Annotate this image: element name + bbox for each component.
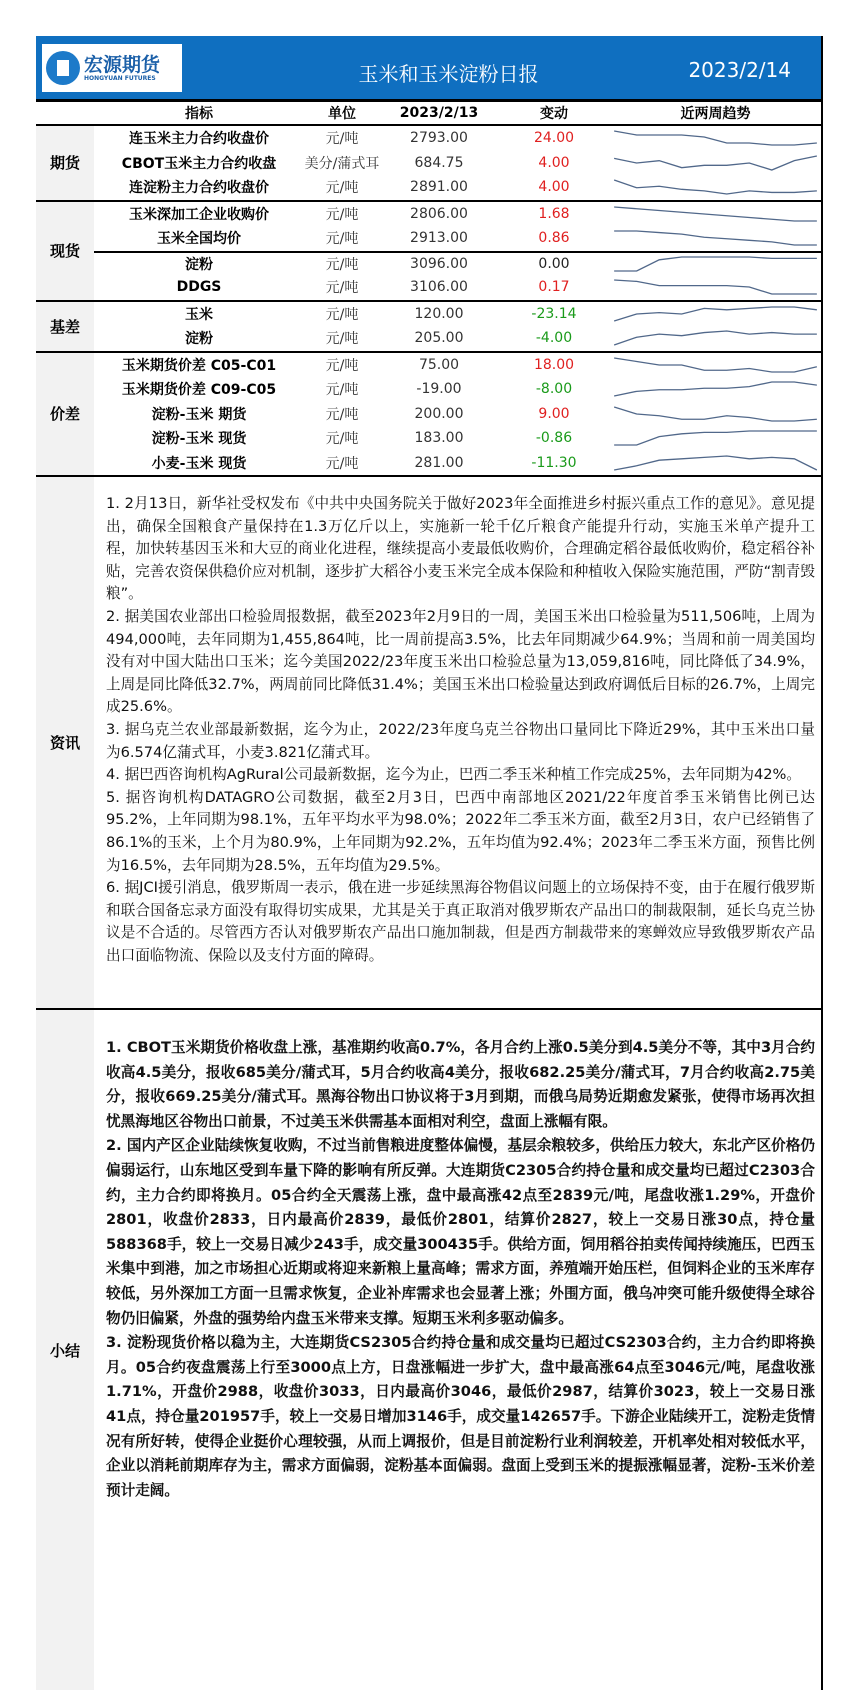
trend-sparkline [610, 403, 821, 425]
indicator-name: 玉米期货价差 C05-C01 [121, 357, 277, 374]
table-group [36, 302, 821, 353]
summary-label: 小结 [36, 1010, 94, 1690]
indicator-name: 玉米深加工企业收购价 [129, 206, 269, 223]
change: -23.14 [531, 305, 577, 322]
value: 2913.00 [410, 230, 468, 247]
sparkline-path [614, 131, 817, 145]
unit: 美分/蒲式耳 [304, 155, 380, 172]
daily-report-sheet [36, 36, 823, 1690]
value: 200.00 [414, 405, 464, 422]
group-label: 现货 [36, 202, 94, 300]
change: 9.00 [538, 405, 570, 422]
logo-name-en: HONGYUAN FUTURES [84, 74, 156, 82]
report-header [36, 36, 821, 102]
indicator-name: 连玉米主力合约收盘价 [129, 131, 269, 148]
unit: 元/吨 [325, 357, 359, 374]
unit: 元/吨 [325, 231, 359, 248]
group-label: 价差 [36, 353, 94, 476]
indicator-name: 连淀粉主力合约收盘价 [129, 180, 269, 197]
sparkline-path [614, 456, 817, 470]
news-text [94, 477, 821, 1008]
change: 0.00 [538, 255, 570, 272]
group-label: 基差 [36, 302, 94, 351]
news-label: 资讯 [36, 477, 94, 1008]
unit: 元/吨 [325, 180, 359, 197]
value: 3106.00 [410, 279, 468, 296]
news-item: 5. 据咨询机构DATAGRO公司数据，截至2月3日，巴西中南部地区2021/22年度首季玉米销售比例已达95.2%，上年同期为98.1%，五年平均水平为98.0%；2022年二季玉米方面，截至2月3日，农户已经销售了86.1%的玉米，上个月为80.9%，上年同期为92.2%，五年均值为92.4%；2023年二季玉米方面，预售比例为16.5%，去年同期为28.5%，五年均值为29.5%。 [106, 788, 815, 874]
table-group [36, 202, 821, 302]
sparkline-path [614, 358, 817, 372]
indicator-name: DDGS [176, 279, 222, 296]
value: 2806.00 [410, 205, 468, 222]
summary-item: 1. CBOT玉米期货价格收盘上涨，基准期约收高0.7%，各月合约上涨0.5美分到4.5美分不等，其中3月合约收高4.5美分，报收685美分/蒲式耳，5月合约收高4美分，报收682.25美分/蒲式耳，7月合约收高2.75美分，报收669.25美分/蒲式耳。黑海谷物出口协议将于3月到期，而俄乌局势近期愈发紧张，使得市场再次担忧黑海地区谷物出口前景，不过美玉米供需基本面相对利空，盘面上涨幅有限。 [106, 1039, 815, 1130]
indicator-name: 淀粉-玉米 期货 [151, 406, 247, 423]
table-row [94, 353, 821, 378]
news-item: 6. 据JCI援引消息，俄罗斯周一表示，俄在进一步延续黑海谷物倡议问题上的立场保持不变，由于在履行俄罗斯和联合国备忘录方面没有取得切实成果，尤其是关于真正取消对俄罗斯农产品出口的制裁限制，延长乌克兰协议是不合适的。尽管西方否认对俄罗斯农产品出口施加制裁，但是西方制裁带来的寒蝉效应导致俄罗斯农产品出口面临物流、保险以及支付方面的障碍。 [106, 879, 815, 964]
change: -4.00 [535, 330, 573, 347]
unit: 元/吨 [325, 280, 359, 297]
summary-text [94, 1010, 821, 1690]
change: 24.00 [533, 130, 575, 147]
table-row [94, 451, 821, 476]
indicator-name: 玉米全国均价 [157, 231, 241, 248]
trend-sparkline [610, 327, 821, 349]
sparkline-path [614, 257, 817, 271]
value: 75.00 [418, 356, 460, 373]
sparkline-path [614, 431, 817, 445]
change: 1.68 [538, 205, 570, 222]
unit: 元/吨 [325, 406, 359, 423]
unit: 元/吨 [325, 382, 359, 399]
trend-sparkline [610, 354, 821, 376]
change: 0.17 [538, 279, 570, 296]
trend-sparkline [610, 253, 821, 275]
table-row [94, 226, 821, 251]
summary-item: 3. 淀粉现货价格以稳为主，大连期货CS2305合约持仓量和成交量均已超过CS2303合约，主力合约即将换月。05合约夜盘震荡上行至3000点上方，日盘涨幅进一步扩大，盘中最高涨64点至3046元/吨，尾盘收涨1.71%，开盘价2988，收盘价3033，日内最高价3046，最低价2987，结算价3023，较上一交易日涨41点，持仓量201957手，较上一交易日增加3146手，成交量142657手。下游企业陆续开工，淀粉走货情况有所好转，使得企业挺价心理较强，从而上调报价，但是目前淀粉行业利润较差，开机率处相对较低水平，企业以消耗前期库存为主，需求方面偏弱，淀粉基本面偏弱。盘面上受到玉米的提振涨幅显著，淀粉-玉米价差预计走阔。 [106, 1334, 815, 1499]
indicator-name: CBOT玉米主力合约收盘 [121, 155, 277, 172]
sparkline-path [614, 407, 817, 421]
value: 684.75 [414, 154, 464, 171]
news-item: 3. 据乌克兰农业部最新数据，迄今为止，2022/23年度乌克兰谷物出口量同比下降近29%，其中玉米出口量为6.574亿蒲式耳，小麦3.821亿蒲式耳。 [106, 720, 815, 761]
trend-sparkline [610, 452, 821, 474]
table-group [36, 353, 821, 478]
table-row [94, 202, 821, 227]
table-row [94, 426, 821, 451]
table-row [94, 326, 821, 351]
col-unit: 单位 [328, 106, 356, 122]
value: 3096.00 [410, 255, 468, 272]
trend-sparkline [610, 152, 821, 174]
unit: 元/吨 [325, 331, 359, 348]
change: 4.00 [538, 179, 570, 196]
indicator-name: 淀粉 [185, 256, 213, 273]
sparkline-path [614, 156, 817, 170]
unit: 元/吨 [325, 455, 359, 472]
value: 120.00 [414, 305, 464, 322]
sparkline-path [614, 382, 817, 396]
sparkline-path [614, 231, 817, 245]
sparkline-path [614, 207, 817, 221]
value: 183.00 [414, 430, 464, 447]
table-row [94, 402, 821, 427]
change: -8.00 [535, 381, 573, 398]
change: -0.86 [535, 430, 573, 447]
value: 2793.00 [410, 130, 468, 147]
trend-sparkline [610, 378, 821, 400]
table-row [94, 302, 821, 327]
table-group [36, 126, 821, 202]
trend-sparkline [610, 227, 821, 249]
news-item: 4. 据巴西咨询机构AgRural公司最新数据，迄今为止，巴西二季玉米种植工作完成25%，去年同期为42%。 [106, 766, 801, 784]
table-row [94, 377, 821, 402]
col-trend: 近两周趋势 [680, 106, 751, 122]
sparkline-path [614, 307, 817, 321]
col-indicator: 指标 [185, 106, 213, 122]
col-change: 变动 [540, 106, 568, 122]
table-row [94, 251, 821, 276]
summary-section [36, 1010, 821, 1690]
logo-name-cn: 宏源期货 [84, 53, 161, 76]
report-title: 玉米和玉米淀粉日报 [358, 62, 539, 86]
change: 0.86 [538, 230, 570, 247]
sparkline-path [614, 280, 817, 294]
indicator-name: 玉米期货价差 C09-C05 [121, 382, 277, 399]
unit: 元/吨 [325, 306, 359, 323]
sparkline-path [614, 180, 817, 194]
unit: 元/吨 [325, 206, 359, 223]
change: 4.00 [538, 154, 570, 171]
indicator-table [36, 126, 821, 477]
news-item: 2. 据美国农业部出口检验周报数据，截至2023年2月9日的一周，美国玉米出口检验量为511,506吨，上周为494,000吨，去年同期为1,455,864吨，比一周前提高3.5%，比去年同期减少64.9%；当周和前一周美国均没有对中国大陆出口玉米；迄今美国2022/23年度玉米出口检验总量为13,059,816吨，同比降低了34.9%，上周是同比降低32.7%，两周前同比降低31.4%；美国玉米出口检验量达到政府调低后目标的26.7%，上周完成25.6%。 [106, 607, 815, 716]
news-item: 1. 2月13日，新华社受权发布《中共中央国务院关于做好2023年全面推进乡村振兴重点工作的意见》。意见提出，确保全国粮食产量保持在1.3万亿斤以上，实施新一轮千亿斤粮食产能提升行动，实施玉米单产提升工程，加快转基因玉米和大豆的商业化进程，继续提高小麦最低收购价，合理确定稻谷最低收购价，稳定稻谷补贴，完善农资保供稳价应对机制，逐步扩大稻谷小麦玉米完全成本保险和种植收入保险实施范围，严防“割青毁粮”。 [106, 495, 815, 603]
news-section [36, 477, 821, 1010]
sparkline-path [614, 331, 817, 345]
unit: 元/吨 [325, 256, 359, 273]
indicator-name: 淀粉 [185, 331, 213, 348]
value: 281.00 [414, 454, 464, 471]
change: 18.00 [533, 356, 575, 373]
table-row [94, 175, 821, 200]
indicator-name: 小麦-玉米 现货 [151, 455, 247, 472]
table-row [94, 151, 821, 176]
value: 2891.00 [410, 179, 468, 196]
unit: 元/吨 [325, 131, 359, 148]
trend-sparkline [610, 276, 821, 298]
indicator-name: 玉米 [185, 306, 213, 323]
change: -11.30 [531, 454, 577, 471]
table-header [36, 102, 821, 126]
report-date: 2023/2/14 [688, 58, 791, 82]
summary-item: 2. 国内产区企业陆续恢复收购，不过当前售粮进度整体偏慢，基层余粮较多，供给压力较大，东北产区价格仍偏弱运行，山东地区受到车量下降的影响有所反弹。大连期货C2305合约持仓量和成交量均已超过C2303合约，主力合约即将换月。05合约全天震荡上涨，盘中最高涨42点至2839元/吨，尾盘收涨1.29%，开盘价2801，收盘价2833，日内最高价2839，最低价2801，结算价2827，较上一交易日涨30点，持仓量588368手，较上一交易日减少243手，成交量300435手。供给方面，饲用稻谷拍卖传闻持续施压，巴西玉米集中到港，加之市场担心近期或将迎来新粮上量高峰；需求方面，养殖端开始压栏，但饲料企业的玉米库存较低，另外深加工方面一旦需求恢复，企业补库需求也会显著上涨；外围方面，俄乌冲突可能升级使得全球谷物仍旧偏紧，外盘的强势给内盘玉米带来支撑。短期玉米利多驱动偏多。 [106, 1137, 815, 1327]
trend-sparkline [610, 176, 821, 198]
unit: 元/吨 [325, 431, 359, 448]
group-label: 期货 [36, 126, 94, 200]
value: 205.00 [414, 330, 464, 347]
col-date: 2023/2/13 [399, 105, 479, 121]
trend-sparkline [610, 303, 821, 325]
table-row [94, 126, 821, 151]
trend-sparkline [610, 127, 821, 149]
value: -19.00 [416, 381, 462, 398]
indicator-name: 淀粉-玉米 现货 [151, 431, 247, 448]
table-row [94, 275, 821, 300]
trend-sparkline [610, 203, 821, 225]
trend-sparkline [610, 427, 821, 449]
